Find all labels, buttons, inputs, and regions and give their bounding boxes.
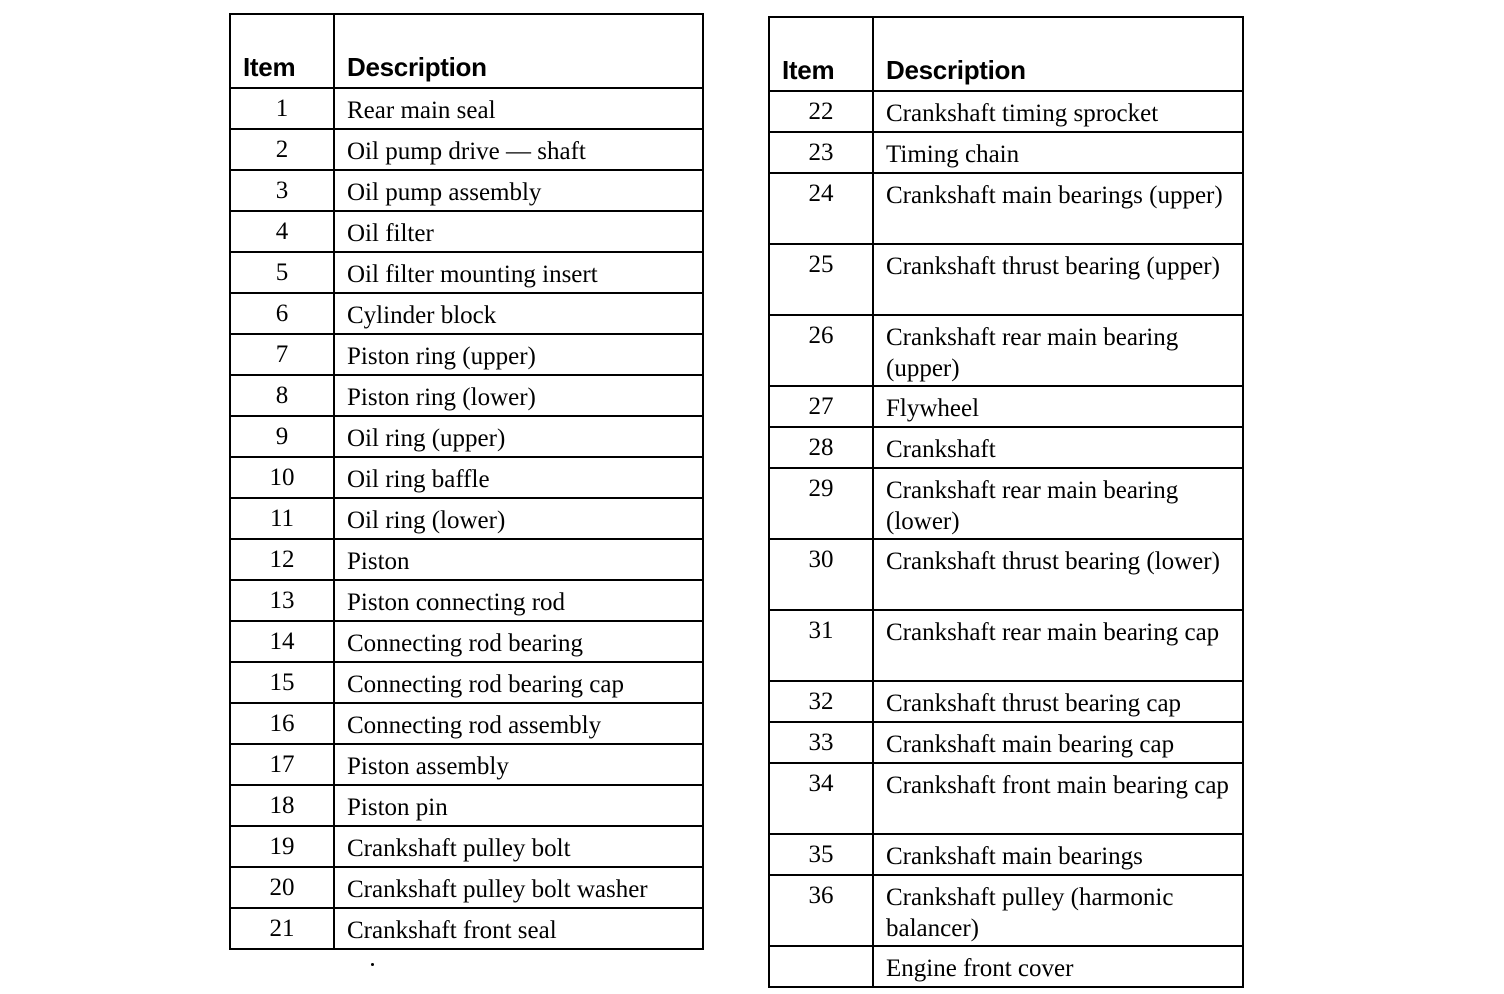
- item-number: 35: [769, 834, 873, 875]
- item-number: 11: [230, 498, 334, 539]
- item-description: Crankshaft main bearings: [873, 834, 1243, 875]
- item-number: 8: [230, 375, 334, 416]
- parts-table-right: [768, 16, 1244, 988]
- item-number: 26: [769, 315, 873, 386]
- item-description: Flywheel: [873, 386, 1243, 427]
- item-description: Crankshaft main bearings (upper): [873, 173, 1243, 244]
- item-number: 15: [230, 662, 334, 703]
- item-number: 32: [769, 681, 873, 722]
- item-number: 30: [769, 539, 873, 610]
- table-row: [769, 244, 1243, 315]
- item-number: 16: [230, 703, 334, 744]
- item-number: 33: [769, 722, 873, 763]
- item-description: Crankshaft pulley (harmonic balancer): [873, 875, 1243, 946]
- item-number: 10: [230, 457, 334, 498]
- header-row: [769, 17, 1243, 91]
- item-number: 21: [230, 908, 334, 949]
- table-row: [769, 173, 1243, 244]
- item-number: 28: [769, 427, 873, 468]
- item-description: Crankshaft: [873, 427, 1243, 468]
- item-description: Crankshaft pulley bolt washer: [334, 867, 703, 908]
- table-row: [230, 88, 703, 129]
- item-description: Piston connecting rod: [334, 580, 703, 621]
- table-row: [230, 744, 703, 785]
- table-row: [769, 386, 1243, 427]
- description-column-header: Description: [873, 17, 1243, 91]
- table-row: [769, 834, 1243, 875]
- item-description: Connecting rod bearing: [334, 621, 703, 662]
- table-row: [230, 826, 703, 867]
- item-description: Oil filter mounting insert: [334, 252, 703, 293]
- item-description: Oil filter: [334, 211, 703, 252]
- table-row: [230, 334, 703, 375]
- item-number: 17: [230, 744, 334, 785]
- table-row: [769, 315, 1243, 386]
- item-number: [769, 946, 873, 987]
- item-number: 29: [769, 468, 873, 539]
- table-row: [230, 580, 703, 621]
- item-description: Timing chain: [873, 132, 1243, 173]
- table-row: [230, 703, 703, 744]
- item-description: Crankshaft pulley bolt: [334, 826, 703, 867]
- description-column-header: Description: [334, 14, 703, 88]
- table-row: [230, 375, 703, 416]
- item-description: Crankshaft thrust bearing (upper): [873, 244, 1243, 315]
- item-description: Crankshaft thrust bearing cap: [873, 681, 1243, 722]
- item-number: 2: [230, 129, 334, 170]
- table-row: [769, 946, 1243, 987]
- item-description: Crankshaft rear main bearing (upper): [873, 315, 1243, 386]
- item-description: Crankshaft main bearing cap: [873, 722, 1243, 763]
- table-row: [230, 867, 703, 908]
- table-row: [769, 132, 1243, 173]
- item-description: Connecting rod assembly: [334, 703, 703, 744]
- parts-table-left: [229, 13, 704, 950]
- table-row: [230, 293, 703, 334]
- item-number: 19: [230, 826, 334, 867]
- item-number: 3: [230, 170, 334, 211]
- table-row: [769, 91, 1243, 132]
- table-row: [769, 468, 1243, 539]
- item-number: 5: [230, 252, 334, 293]
- item-number: 34: [769, 763, 873, 834]
- stray-dot: [371, 963, 374, 966]
- item-number: 6: [230, 293, 334, 334]
- table-row: [230, 908, 703, 949]
- item-description: Connecting rod bearing cap: [334, 662, 703, 703]
- item-number: 31: [769, 610, 873, 681]
- item-description: Crankshaft front main bearing cap: [873, 763, 1243, 834]
- item-number: 22: [769, 91, 873, 132]
- item-number: 20: [230, 867, 334, 908]
- item-description: Piston assembly: [334, 744, 703, 785]
- table-row: [230, 785, 703, 826]
- table-row: [230, 457, 703, 498]
- item-number: 4: [230, 211, 334, 252]
- table-row: [769, 427, 1243, 468]
- table-row: [769, 722, 1243, 763]
- item-description: Crankshaft thrust bearing (lower): [873, 539, 1243, 610]
- item-description: Oil ring (upper): [334, 416, 703, 457]
- item-column-header: Item: [230, 14, 334, 88]
- item-number: 23: [769, 132, 873, 173]
- item-description: Piston ring (upper): [334, 334, 703, 375]
- table-row: [230, 252, 703, 293]
- item-number: 18: [230, 785, 334, 826]
- item-number: 24: [769, 173, 873, 244]
- table-row: [230, 621, 703, 662]
- table-row: [769, 875, 1243, 946]
- item-number: 25: [769, 244, 873, 315]
- item-number: 36: [769, 875, 873, 946]
- item-description: Piston ring (lower): [334, 375, 703, 416]
- item-number: 1: [230, 88, 334, 129]
- item-description: Rear main seal: [334, 88, 703, 129]
- table-row: [230, 129, 703, 170]
- item-description: Cylinder block: [334, 293, 703, 334]
- table-row: [230, 662, 703, 703]
- item-description: Crankshaft rear main bearing cap: [873, 610, 1243, 681]
- item-description: Crankshaft rear main bearing (lower): [873, 468, 1243, 539]
- item-description: Engine front cover: [873, 946, 1243, 987]
- table-row: [769, 681, 1243, 722]
- item-description: Crankshaft front seal: [334, 908, 703, 949]
- item-description: Oil pump assembly: [334, 170, 703, 211]
- item-description: Piston pin: [334, 785, 703, 826]
- item-number: 12: [230, 539, 334, 580]
- header-row: [230, 14, 703, 88]
- item-description: Oil ring baffle: [334, 457, 703, 498]
- table-row: [230, 416, 703, 457]
- item-description: Oil pump drive — shaft: [334, 129, 703, 170]
- table-row: [769, 539, 1243, 610]
- table-row: [769, 763, 1243, 834]
- item-number: 27: [769, 386, 873, 427]
- item-description: Piston: [334, 539, 703, 580]
- item-column-header: Item: [769, 17, 873, 91]
- item-description: Crankshaft timing sprocket: [873, 91, 1243, 132]
- table-row: [230, 539, 703, 580]
- item-number: 14: [230, 621, 334, 662]
- item-description: Oil ring (lower): [334, 498, 703, 539]
- table-row: [769, 610, 1243, 681]
- item-number: 13: [230, 580, 334, 621]
- table-row: [230, 170, 703, 211]
- item-number: 9: [230, 416, 334, 457]
- table-row: [230, 498, 703, 539]
- item-number: 7: [230, 334, 334, 375]
- table-row: [230, 211, 703, 252]
